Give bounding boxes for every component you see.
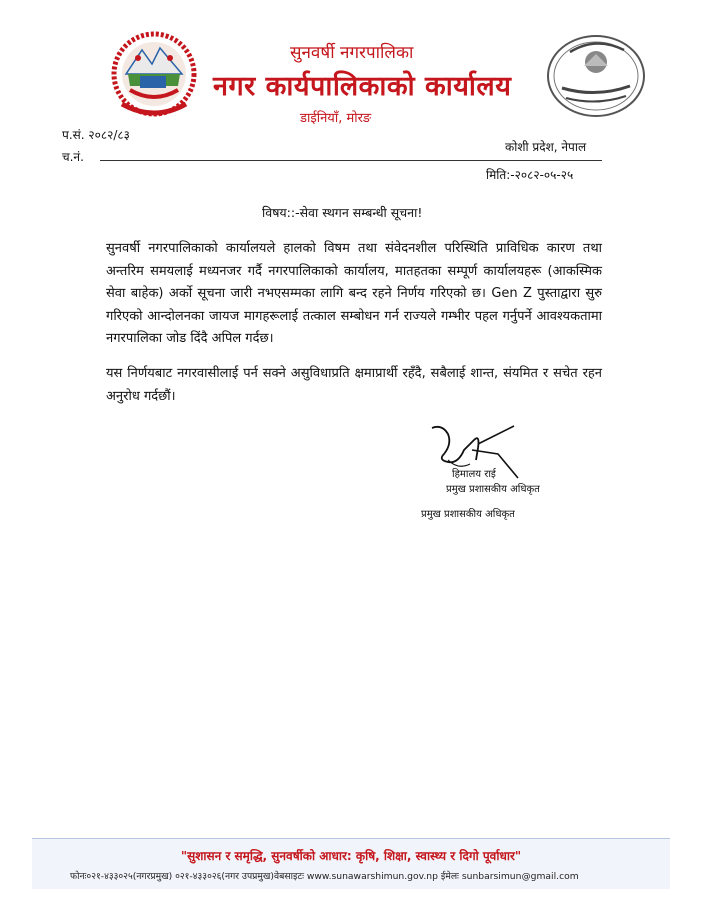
body-paragraph-2: यस निर्णयबाट नगरवासीलाई पर्न सक्ने असुविधाप्रति क्षमाप्रार्थी रहँदै, सबैलाई शान्त, संयमित र सचेत रहन अनुरोध गर्दछौं। [106,366,602,404]
org-name-title: नगर कार्यपालिकाको कार्यालय [213,71,512,102]
body-paragraph-1: सुनवर्षी नगरपालिकाको कार्यालयले हालको विषम तथा संवेदनशील परिस्थिति प्राविधिक कारण तथा अन्तरिम समयलाई मध्यनजर गर्दै नगरपालिकाको कार्यालय, मातहतका सम्पूर्ण कार्यालयहरू (आकस्मिक सेवा बाहेक) अर्को सूचना जारी नभएसम्मका लागि बन्द रहने निर्णय गरिएको छ। Gen Z पुस्ताद्वारा सुरु गरिएको आन्दोलनका जायज मागहरूलाई तत्काल सम्बोधन गर्न राज्यले गम्भीर पहल गर्नुपर्ने आवश्यकतामा नगरपालिका जोड दिंदै अपिल गर्दछ। [106,241,602,346]
reference-number: प.सं. २०८२/८३ [62,128,130,142]
footer-bar [32,838,670,889]
signer-name: हिमालय राई [452,469,496,480]
nepal-emblem-icon [108,30,200,120]
header-divider [100,160,602,161]
office-seal-stamp [544,30,648,122]
org-name-small: सुनवर्षी नगरपालिका [290,43,414,63]
footer-slogan: "सुशासन र समृद्धि, सुनवर्षीको आधार: कृषि, शिक्षा, स्वास्थ्य र दिगो पूर्वाधार" [180,849,522,863]
province-label: कोशी प्रदेश, नेपाल [505,140,587,154]
subject-line: विषय::-सेवा स्थगन सम्बन्धी सूचना! [262,205,423,220]
footer-contact: फोनः०२१-४३३०२५(नगरप्रमुख) ०२१-४३३०२६(नगर उपप्रमुख)वेबसाइटः www.sunawarshimun.gov.np ईमेलः sunbarsimun@gmail.com [70,871,579,882]
org-place: डाईनियाँ, मोरङ [300,111,372,126]
date-label: मिति:-२०८२-०५-२५ [486,168,574,182]
signer-title: प्रमुख प्रशासकीय अधिकृत [446,484,540,495]
dispatch-number: च.नं. [62,150,84,164]
signer-title-repeat: प्रमुख प्रशासकीय अधिकृत [421,509,515,520]
